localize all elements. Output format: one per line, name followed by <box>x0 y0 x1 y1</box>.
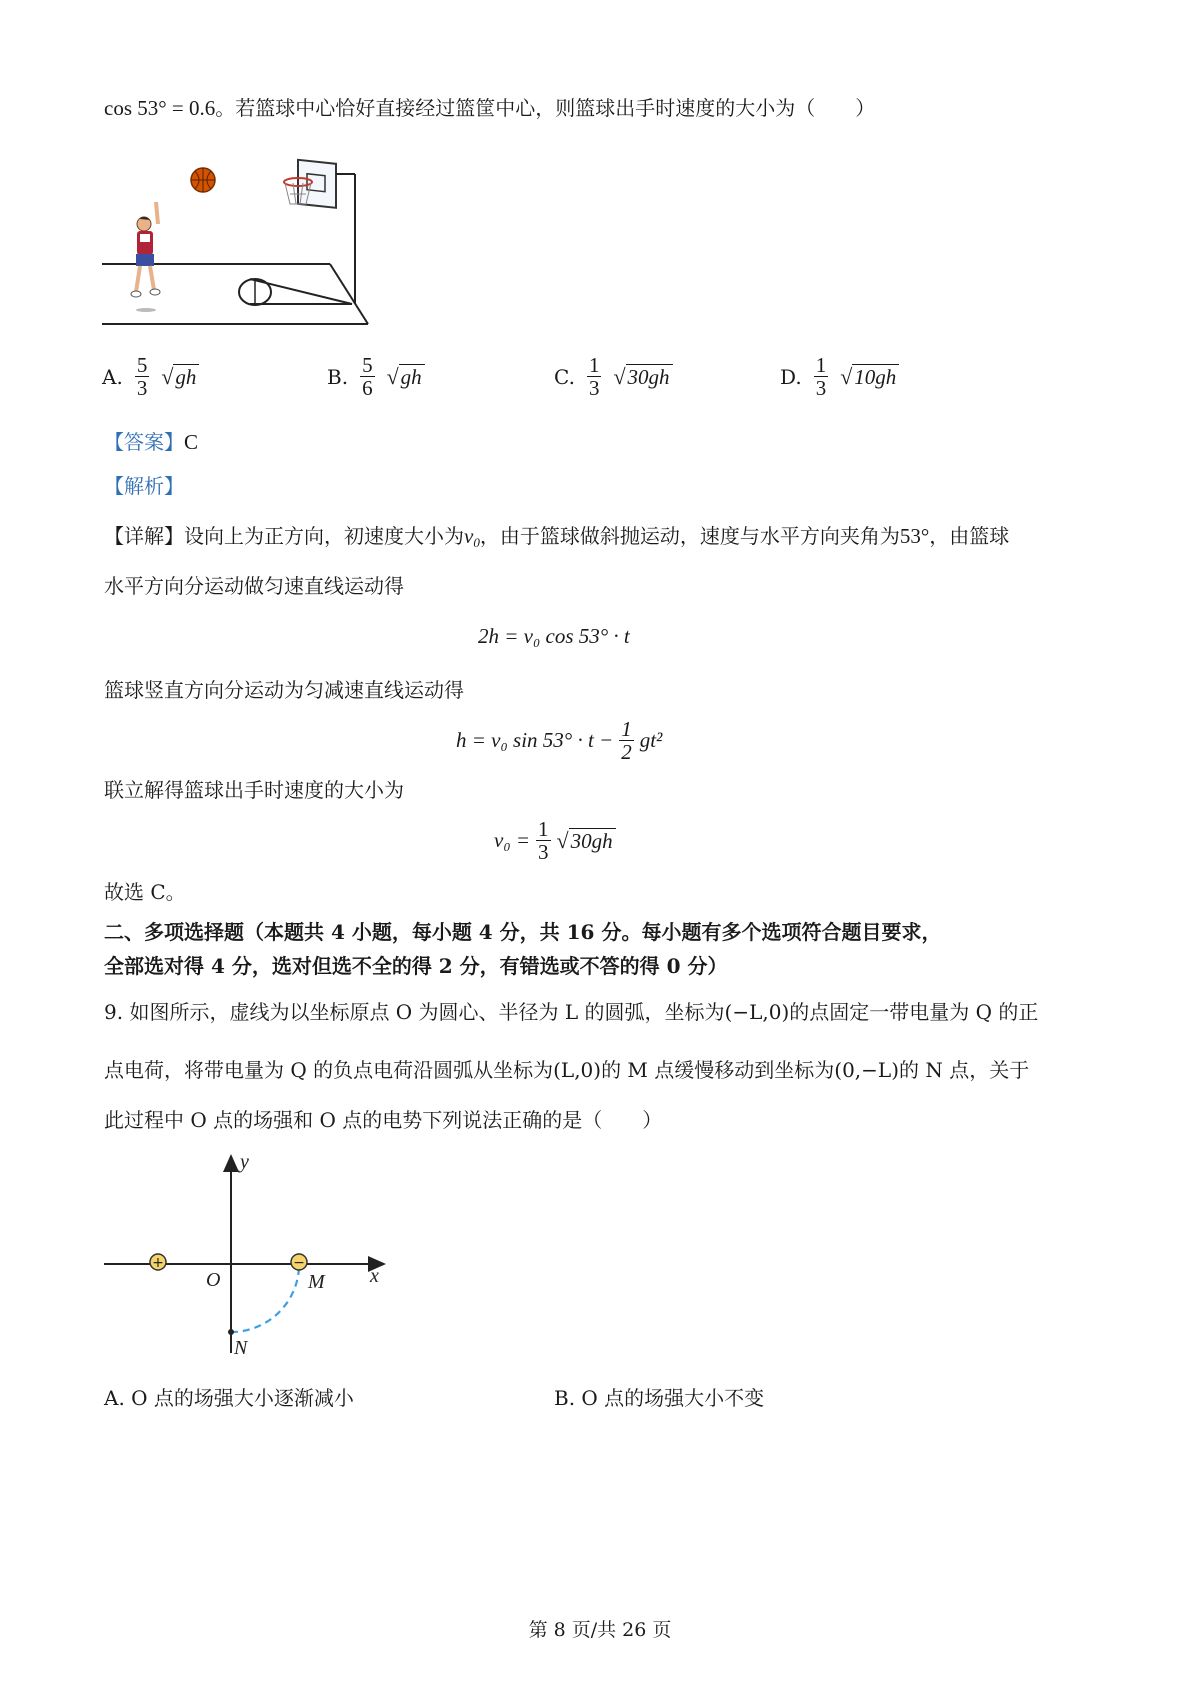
negative-charge <box>291 1254 307 1271</box>
sqrt: √10gh <box>840 364 899 390</box>
detail-line-1 <box>104 522 1009 557</box>
question-9-line-1: 9. 如图所示，虚线为以坐标原点 O 为圆心、半径为 L 的圆弧，坐标为(−L,0)的点固定一带电量为 Q 的正 <box>104 1000 1039 1024</box>
equation-horizontal: 2h = v₀ cos 53° · t <box>478 624 630 648</box>
question-9-line-2: 点电荷，将带电量为 Q 的负点电荷沿圆弧从坐标为(L,0)的 M 点缓慢移动到坐标为(0,−L)的 N 点，关于 <box>104 1058 1030 1082</box>
answer-value: C <box>184 430 199 454</box>
fraction: $\frac{5}{3}$ <box>136 353 148 400</box>
q9-option-a[interactable] <box>104 1384 354 1412</box>
cos-value: cos 53° = 0.6 <box>104 96 216 120</box>
detail-tag: 【详解】 <box>104 524 184 548</box>
q9-option-b[interactable] <box>554 1384 764 1412</box>
solve-text: 联立解得篮球出手时速度的大小为 <box>104 778 404 802</box>
detail-text: ，由于篮球做斜抛运动，速度与水平方向夹角为 <box>479 524 900 548</box>
option-text: O 点的场强大小逐渐减小 <box>131 1386 354 1410</box>
fraction: $\frac{1}{2}$ <box>621 717 632 764</box>
page-footer: 第 8 页/共 26 页 <box>528 1619 672 1641</box>
minus-symbol: − <box>293 1255 305 1271</box>
analysis-tag: 【解析】 <box>104 474 184 498</box>
player-figure <box>131 202 160 312</box>
point-n-dot <box>228 1329 234 1335</box>
sqrt: √30gh <box>557 828 616 854</box>
angle-value: 53° <box>899 524 930 548</box>
option-a[interactable] <box>102 354 199 399</box>
coordinate-figure <box>100 1148 400 1368</box>
answer-line <box>104 428 198 456</box>
equation-left: h = v₀ sin 53° · t − <box>456 728 614 752</box>
question-8-stem: 。若篮球中心恰好直接经过篮筐中心，则篮球出手时速度的大小为（ ） <box>215 96 876 120</box>
option-label: B. <box>554 1386 576 1410</box>
y-axis-label: y <box>240 1151 249 1173</box>
section-heading-line-2: 全部选对得 4 分，选对但选不全的得 2 分，有错选或不答的得 0 分） <box>104 954 728 978</box>
point-n-label: N <box>234 1337 248 1359</box>
answer-tag: 【答案】 <box>104 430 184 454</box>
question-9-line-3: 此过程中 O 点的场强和 O 点的电势下列说法正确的是（ ） <box>104 1108 663 1132</box>
equation-right: gt² <box>639 728 663 752</box>
detail-text: 设向上为正方向，初速度大小为 <box>184 524 464 548</box>
basketball-figure <box>100 134 375 334</box>
option-label: A. <box>104 1386 125 1410</box>
option-label: B. <box>327 364 349 389</box>
sqrt: √30gh <box>613 364 672 390</box>
equation-vertical <box>456 718 662 763</box>
option-c[interactable] <box>554 354 673 399</box>
option-text: O 点的场强大小不变 <box>581 1386 765 1410</box>
fraction: $\frac{1}{3}$ <box>588 353 600 400</box>
fraction: $\frac{1}{3}$ <box>538 817 549 864</box>
question-8-intro <box>104 94 875 122</box>
sqrt: √gh <box>161 364 199 390</box>
detail-line-2: 水平方向分运动做匀速直线运动得 <box>104 574 404 598</box>
sqrt: √gh <box>387 364 425 390</box>
v0-symbol: $v_0$ <box>464 524 480 550</box>
option-label: D. <box>780 364 802 389</box>
conclusion: 故选 C。 <box>104 880 186 904</box>
detail-text: ，由篮球 <box>929 524 1010 548</box>
plus-symbol: + <box>152 1255 164 1271</box>
vertical-motion-text: 篮球竖直方向分运动为匀减速直线运动得 <box>104 678 464 702</box>
equation-result <box>494 818 616 863</box>
fraction: $\frac{1}{3}$ <box>815 353 827 400</box>
x-axis-label: x <box>370 1265 379 1287</box>
option-label: C. <box>554 364 575 389</box>
positive-charge <box>150 1254 166 1271</box>
equation-left: v₀ = <box>494 828 531 852</box>
origin-label: O <box>206 1269 221 1291</box>
dashed-arc <box>231 1268 299 1332</box>
option-d[interactable] <box>780 354 899 399</box>
point-m-label: M <box>308 1271 325 1293</box>
fraction: $\frac{5}{6}$ <box>362 353 373 400</box>
option-b[interactable] <box>327 354 425 399</box>
section-heading-line-1: 二、多项选择题（本题共 4 小题，每小题 4 分，共 16 分。每小题有多个选项符合题目要求， <box>104 920 942 944</box>
option-label: A. <box>102 364 123 389</box>
